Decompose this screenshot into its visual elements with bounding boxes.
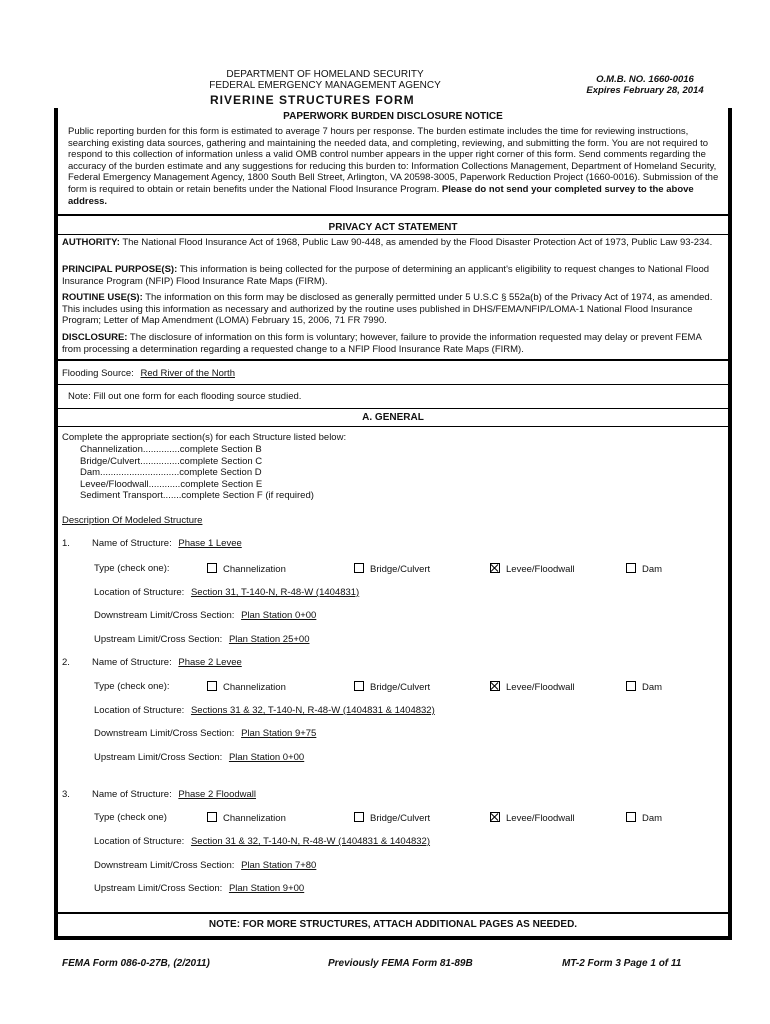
structure-name-row <box>92 538 242 549</box>
general-title: A. GENERAL <box>362 412 424 423</box>
divider <box>58 234 728 235</box>
divider <box>58 384 728 385</box>
description-heading: Description Of Modeled Structure <box>62 515 203 526</box>
checkbox-icon[interactable] <box>207 681 217 691</box>
agency-header <box>0 69 650 91</box>
structure-type-label: Type (check one): <box>94 681 170 692</box>
structure-name-field[interactable]: Phase 2 Levee <box>178 657 242 668</box>
structure-name-label: Name of Structure: <box>92 538 172 549</box>
type-option-levee-floodwall[interactable] <box>490 812 575 824</box>
upstream-label: Upstream Limit/Cross Section: <box>94 883 223 894</box>
checkbox-icon[interactable] <box>626 812 636 822</box>
page-number: MT-2 Form 3 Page 1 of 11 <box>562 958 682 969</box>
structure-name-label: Name of Structure: <box>92 657 172 668</box>
flooding-source-label: Flooding Source: <box>62 368 134 379</box>
structure-number: 2. <box>62 657 70 668</box>
purpose-text: This information is being collected for the purpose of determining an applicant's eligibility to request changes to National Flood Insurance Program (NFIP) Flood Insurance Rate Maps (FIRM). <box>62 264 710 287</box>
downstream-field[interactable]: Plan Station 0+00 <box>241 610 317 621</box>
paperwork-body: Public reporting burden for this form is estimated to average 7 hours per response. The burden estimate includes the time for reviewing instructions, searching existing data sources, gathering and maintaining the needed data, and completing, reviewing, and submitting the form. You are not required to respond to this collection of information unless a valid OMB control number appears in the upper right corner of this form. Send comments regarding the accuracy of the burden estimate and any suggestions for reducing this burden to: Information Collections Management, Department of Homeland Security, Federal Emergency Management Agency, 1800 South Bell Street, Arlington, VA 20598-3005, Paperwork Reduction Project (1660-0016). Submission of the form is required to obtain or retain benefits under the National Flood Insurance Program. <box>68 126 719 195</box>
checkbox-icon[interactable] <box>354 681 364 691</box>
location-label: Location of Structure: <box>94 836 185 847</box>
privacy-title: PRIVACY ACT STATEMENT <box>328 222 458 233</box>
upstream-label: Upstream Limit/Cross Section: <box>94 752 223 763</box>
option-label: Channelization <box>223 564 286 575</box>
option-label: Levee/Floodwall <box>506 813 575 824</box>
option-label: Bridge/Culvert <box>370 682 431 693</box>
checked-checkbox-icon[interactable] <box>490 563 500 573</box>
downstream-label: Downstream Limit/Cross Section: <box>94 728 235 739</box>
structure-number: 3. <box>62 789 70 800</box>
option-label: Channelization <box>223 682 286 693</box>
checked-checkbox-icon[interactable] <box>490 812 500 822</box>
structure-name-row <box>92 657 242 668</box>
previous-form-number: Previously FEMA Form 81-89B <box>328 958 473 969</box>
type-option-levee-floodwall[interactable] <box>490 563 575 575</box>
upstream-row <box>94 752 304 763</box>
type-option-bridge-culvert[interactable] <box>354 681 430 693</box>
checkbox-icon[interactable] <box>207 812 217 822</box>
location-label: Location of Structure: <box>94 705 185 716</box>
general-intro: Complete the appropriate section(s) for each Structure listed below: <box>62 432 347 443</box>
structure-name-row <box>92 789 256 800</box>
divider <box>58 359 728 361</box>
type-option-bridge-culvert[interactable] <box>354 812 430 824</box>
option-label: Dam <box>642 564 663 575</box>
paperwork-bold-note: Please do not send your completed survey to the above address. <box>68 183 694 207</box>
divider <box>58 912 728 914</box>
structure-number: 1. <box>62 538 70 549</box>
privacy-routine-use <box>62 292 722 327</box>
structure-name-field[interactable]: Phase 2 Floodwall <box>178 789 257 800</box>
form-title: RIVERINE STRUCTURES FORM <box>210 93 415 107</box>
option-label: Dam <box>642 813 663 824</box>
downstream-row <box>94 728 316 739</box>
location-row <box>94 705 435 716</box>
option-label: Levee/Floodwall <box>506 564 575 575</box>
type-option-dam[interactable] <box>626 681 662 693</box>
privacy-purpose <box>62 264 722 287</box>
location-row <box>94 836 430 847</box>
section-list-item: Channelization..............complete Section B <box>80 444 262 455</box>
downstream-label: Downstream Limit/Cross Section: <box>94 610 235 621</box>
omb-number: O.M.B. NO. 1660-0016 <box>596 74 694 85</box>
purpose-label: PRINCIPAL PURPOSE(S): <box>62 264 178 275</box>
more-structures-note: NOTE: FOR MORE STRUCTURES, ATTACH ADDITIONAL PAGES AS NEEDED. <box>208 919 578 930</box>
type-option-channelization[interactable] <box>207 681 286 693</box>
flooding-source-row <box>62 368 235 379</box>
agency-name: FEDERAL EMERGENCY MANAGEMENT AGENCY <box>209 80 441 91</box>
section-list-item: Bridge/Culvert...............complete Section C <box>80 456 263 467</box>
structure-name-label: Name of Structure: <box>92 789 172 800</box>
divider <box>58 214 728 216</box>
type-option-channelization[interactable] <box>207 563 286 575</box>
divider <box>58 408 728 409</box>
department-name: DEPARTMENT OF HOMELAND SECURITY <box>226 69 424 80</box>
expiration-date: Expires February 28, 2014 <box>586 85 704 96</box>
checkbox-icon[interactable] <box>354 563 364 573</box>
section-list-item: Dam..............................complete Section D <box>80 467 262 478</box>
upstream-label: Upstream Limit/Cross Section: <box>94 634 223 645</box>
structure-type-label: Type (check one): <box>94 563 170 574</box>
location-field[interactable]: Section 31 & 32, T-140-N, R-48-W (1404831 & 1404832) <box>190 836 431 847</box>
disclosure-label: DISCLOSURE: <box>62 332 128 343</box>
checked-checkbox-icon[interactable] <box>490 681 500 691</box>
option-label: Channelization <box>223 813 286 824</box>
section-list-item: Sediment Transport.......complete Section F (if required) <box>80 490 314 501</box>
option-label: Bridge/Culvert <box>370 564 431 575</box>
authority-label: AUTHORITY: <box>62 237 120 248</box>
checkbox-icon[interactable] <box>207 563 217 573</box>
upstream-row <box>94 634 310 645</box>
paperwork-notice <box>68 126 720 207</box>
downstream-label: Downstream Limit/Cross Section: <box>94 860 235 871</box>
routine-text: The information on this form may be disclosed as generally permitted under 5 U.S.C § 552a(b) of the Privacy Act of 1974, as amended. This includes using this information as necessary and authorized by the routine uses published in DHS/FEMA/NFIP/LOMA-1 National Flood Insurance Program; Letter of Map Amendment (LOMA) February 15, 2006, 71 FR 7990. <box>62 292 713 327</box>
form-number: FEMA Form 086-0-27B, (2/2011) <box>62 958 210 969</box>
flooding-note: Note: Fill out one form for each flooding source studied. <box>68 391 302 402</box>
type-option-dam[interactable] <box>626 563 662 575</box>
option-label: Bridge/Culvert <box>370 813 431 824</box>
privacy-disclosure <box>62 332 722 355</box>
downstream-row <box>94 860 316 871</box>
downstream-field[interactable]: Plan Station 9+75 <box>241 728 317 739</box>
location-row <box>94 587 359 598</box>
divider <box>58 426 728 427</box>
location-field[interactable]: Section 31, T-140-N, R-48-W (1404831) <box>190 587 360 598</box>
privacy-authority <box>62 237 722 249</box>
downstream-row <box>94 610 316 621</box>
option-label: Dam <box>642 682 663 693</box>
structure-name-field[interactable]: Phase 1 Levee <box>178 538 242 549</box>
type-option-dam[interactable] <box>626 812 662 824</box>
upstream-field[interactable]: Plan Station 25+00 <box>228 634 310 645</box>
authority-text: The National Flood Insurance Act of 1968, Public Law 90-448, as amended by the Flood Disaster Protection Act of 1973, Public Law 93-234. <box>122 237 713 248</box>
upstream-field[interactable]: Plan Station 9+00 <box>228 883 305 894</box>
paperwork-title: PAPERWORK BURDEN DISCLOSURE NOTICE <box>283 111 503 122</box>
type-option-channelization[interactable] <box>207 812 286 824</box>
checkbox-icon[interactable] <box>626 563 636 573</box>
location-field[interactable]: Sections 31 & 32, T-140-N, R-48-W (1404831 & 1404832) <box>190 705 435 716</box>
option-label: Levee/Floodwall <box>506 682 575 693</box>
checkbox-icon[interactable] <box>354 812 364 822</box>
type-option-bridge-culvert[interactable] <box>354 563 430 575</box>
type-option-levee-floodwall[interactable] <box>490 681 575 693</box>
structure-type-label: Type (check one) <box>94 812 167 823</box>
routine-label: ROUTINE USE(S): <box>62 292 143 303</box>
checkbox-icon[interactable] <box>626 681 636 691</box>
upstream-row <box>94 883 304 894</box>
section-list-item: Levee/Floodwall............complete Section E <box>80 479 263 490</box>
flooding-source-field[interactable]: Red River of the North <box>140 368 235 379</box>
omb-block <box>560 74 730 96</box>
upstream-field[interactable]: Plan Station 0+00 <box>228 752 305 763</box>
disclosure-text: The disclosure of information on this form is voluntary; however, failure to provide the information requested may delay or prevent FEMA from processing a determination regarding a requested change to a NFIP Flood Insurance Rate Maps (FIRM). <box>62 332 702 355</box>
location-label: Location of Structure: <box>94 587 185 598</box>
downstream-field[interactable]: Plan Station 7+80 <box>241 860 317 871</box>
